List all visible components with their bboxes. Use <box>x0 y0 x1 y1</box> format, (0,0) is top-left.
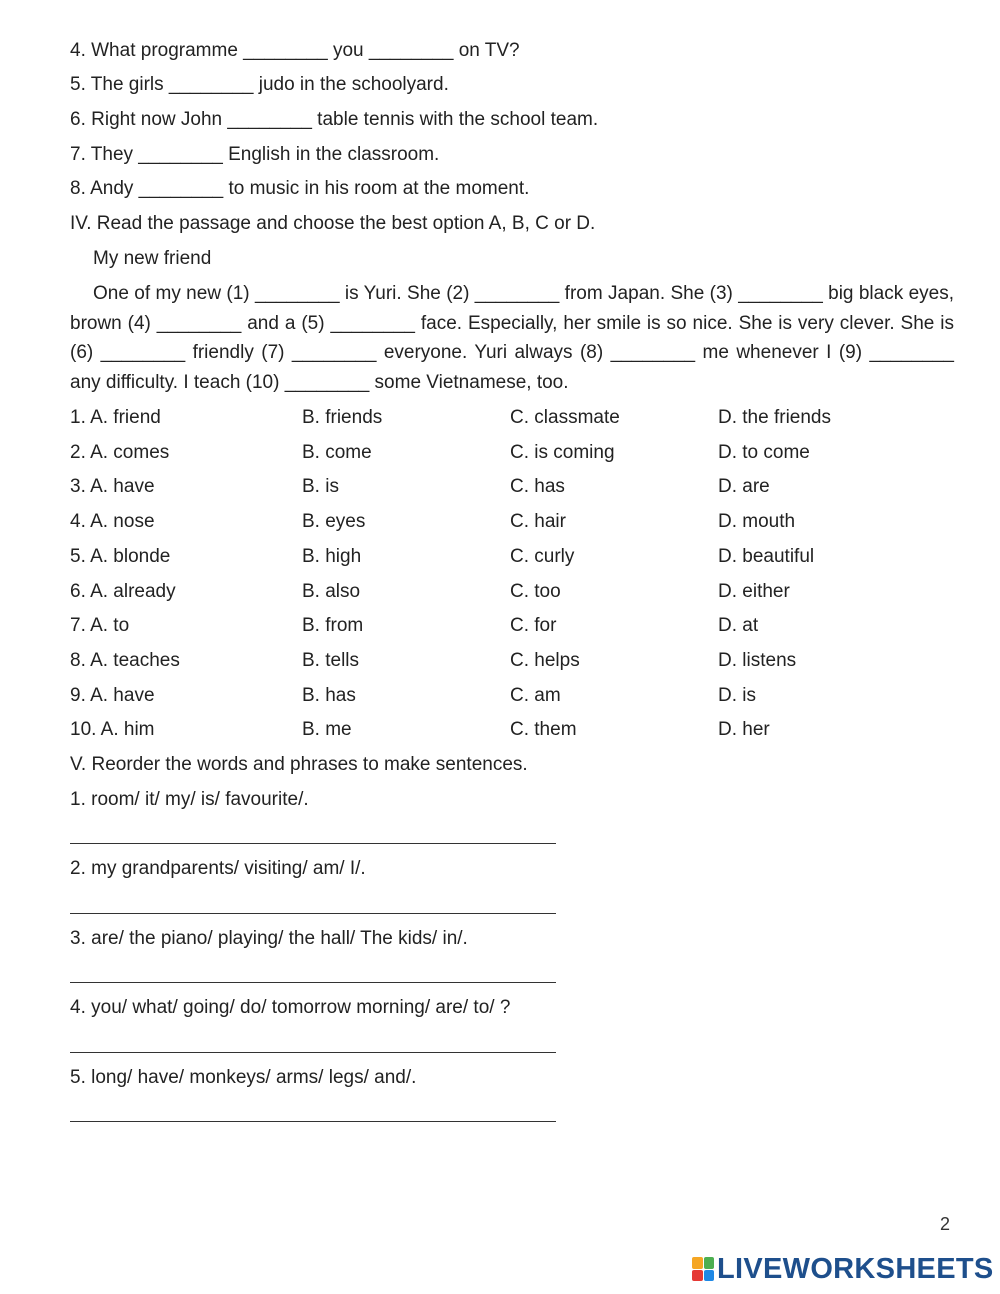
logo-text: LIVEWORKSHEETS <box>717 1252 994 1285</box>
question-row <box>70 718 955 742</box>
option-a: 7. A. to <box>70 615 130 636</box>
option-b: B. from <box>302 615 364 636</box>
option-a: 9. A. have <box>70 685 155 706</box>
option-b: B. tells <box>302 650 360 671</box>
option-b: B. high <box>302 546 362 567</box>
answer-line[interactable] <box>70 913 556 914</box>
page-number: 2 <box>940 1214 951 1234</box>
reorder-item: 3. are/ the piano/ playing/ the hall/ The kids/ in/. <box>70 928 468 949</box>
section-heading: IV. Read the passage and choose the best option A, B, C or D. <box>70 213 596 234</box>
answer-line[interactable] <box>70 1121 556 1122</box>
reorder-item: 1. room/ it/ my/ is/ favourite/. <box>70 789 309 810</box>
option-d: D. either <box>718 581 790 602</box>
exercise-item: 6. Right now John ________ table tennis with the school team. <box>70 109 599 130</box>
exercise-item: 4. What programme ________ you ________ on TV? <box>70 40 520 61</box>
option-a: 8. A. teaches <box>70 650 180 671</box>
question-row <box>70 510 955 534</box>
answer-line[interactable] <box>70 982 556 983</box>
option-d: D. listens <box>718 650 797 671</box>
question-row <box>70 545 955 569</box>
passage-text: One of my new (1) ________ is Yuri. She (2) ________ from Japan. She (3) ________ big black eyes, brown (4) ________ and a (5) ________ face. Especially, her smile is so nice. She is very clever. She is (6) ________ friendly (7) ________ everyone. Yuri always (8) ________ me whenever I (9) ________ any difficulty. I teach (10) ________ some Vietnamese, too. <box>70 283 954 394</box>
option-c: C. helps <box>510 650 580 671</box>
question-row <box>70 475 955 499</box>
question-row <box>70 580 955 604</box>
exercise-item: 8. Andy ________ to music in his room at the moment. <box>70 178 530 199</box>
option-b: B. is <box>302 476 339 497</box>
option-c: C. them <box>510 719 577 740</box>
option-a: 10. A. him <box>70 719 155 740</box>
option-a: 4. A. nose <box>70 511 155 532</box>
option-b: B. come <box>302 442 372 463</box>
exercise-item: 7. They ________ English in the classroom. <box>70 144 440 165</box>
option-c: C. is coming <box>510 442 615 463</box>
section-heading: V. Reorder the words and phrases to make sentences. <box>70 754 528 775</box>
option-a: 3. A. have <box>70 476 155 497</box>
option-c: C. classmate <box>510 407 620 428</box>
option-d: D. her <box>718 719 770 740</box>
option-a: 5. A. blonde <box>70 546 171 567</box>
option-c: C. curly <box>510 546 575 567</box>
option-c: C. too <box>510 581 561 602</box>
reorder-item: 5. long/ have/ monkeys/ arms/ legs/ and/. <box>70 1067 417 1088</box>
option-c: C. for <box>510 615 557 636</box>
option-c: C. has <box>510 476 565 497</box>
option-d: D. is <box>718 685 756 706</box>
reorder-item: 2. my grandparents/ visiting/ am/ I/. <box>70 858 366 879</box>
question-row <box>70 441 955 465</box>
option-b: B. me <box>302 719 352 740</box>
option-d: D. to come <box>718 442 810 463</box>
question-row <box>70 406 955 430</box>
option-d: D. are <box>718 476 770 497</box>
option-d: D. mouth <box>718 511 796 532</box>
option-b: B. has <box>302 685 356 706</box>
answer-line[interactable] <box>70 1052 556 1053</box>
question-row <box>70 649 955 673</box>
option-d: D. beautiful <box>718 546 815 567</box>
option-d: D. at <box>718 615 759 636</box>
option-a: 1. A. friend <box>70 407 161 428</box>
logo-squares-icon <box>692 1257 714 1281</box>
option-c: C. hair <box>510 511 566 532</box>
question-row <box>70 684 955 708</box>
option-a: 6. A. already <box>70 581 176 602</box>
option-a: 2. A. comes <box>70 442 170 463</box>
answer-line[interactable] <box>70 843 556 844</box>
option-b: B. friends <box>302 407 383 428</box>
question-row <box>70 614 955 638</box>
option-c: C. am <box>510 685 561 706</box>
reorder-item: 4. you/ what/ going/ do/ tomorrow morning/ are/ to/ ? <box>70 997 511 1018</box>
option-b: B. eyes <box>302 511 366 532</box>
exercise-item: 5. The girls ________ judo in the schoolyard. <box>70 74 449 95</box>
option-b: B. also <box>302 581 361 602</box>
liveworksheets-logo <box>692 1254 994 1284</box>
passage-title: My new friend <box>93 248 212 269</box>
option-d: D. the friends <box>718 407 831 428</box>
